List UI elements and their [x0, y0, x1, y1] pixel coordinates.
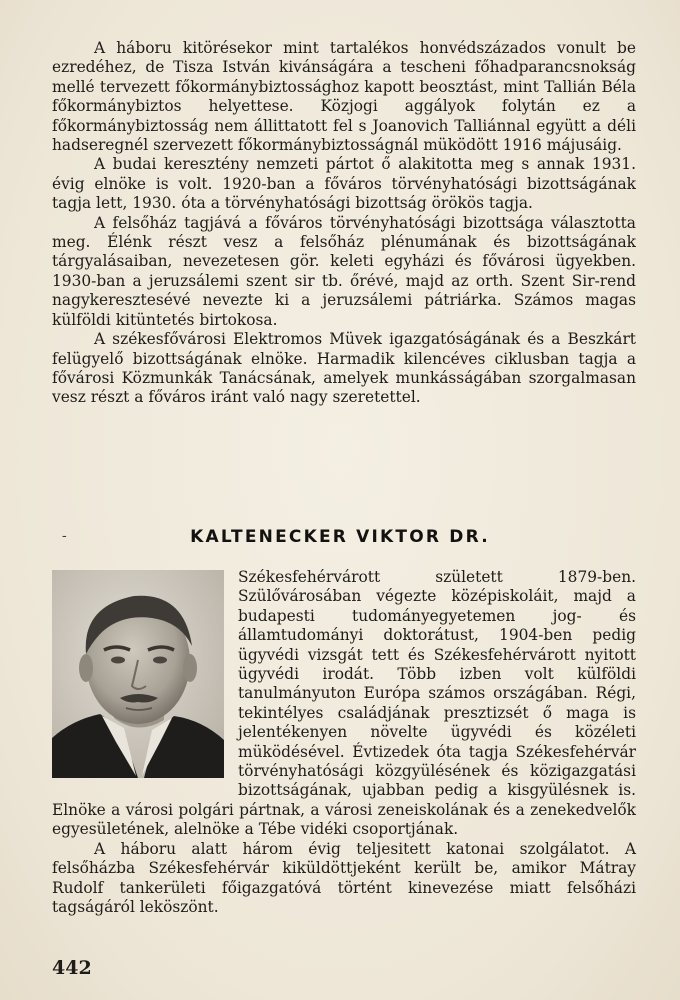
- heading-dash: -: [62, 528, 67, 544]
- paragraph: A háboru kitörésekor mint tartalékos honvédszázados vonult be ezredéhez, de Tisza István kivánságára a tescheni főhadparancsnokság mellé tervezett főkormánybiztossághoz kapott beosztást, mint Tallián Béla főkormánybiztos helyettese. Közjogi aggályok folytán ez a főkormánybiztosság nem állittatott fel s Joanovich Talliánnal együtt a déli hadseregnél szervezett főkormánybiztosságnál müködött 1916 májusáig.: [52, 39, 636, 155]
- upper-text-block: [52, 39, 636, 408]
- page-number: 442: [52, 957, 92, 979]
- bio-text-block: [52, 568, 636, 917]
- section-heading: KALTENECKER VIKTOR DR.: [190, 527, 490, 547]
- paragraph: A felsőház tagjává a főváros törvényhatósági bizottsága választotta meg. Élénk részt vesz a felsőház plénumának és bizottságának tárgyalásaiban, nevezetesen gör. keleti egyházi és fővárosi ügyekben. 1930-ban a jeruzsálemi szent sir tb. őrévé, majd az orth. Szent Sir-rend nagykeresztesévé nevezte ki a jeruzsálemi pátriárka. Számos magas külföldi kitüntetés birtokosa.: [52, 213, 636, 329]
- paragraph: A székesfővárosi Elektromos Müvek igazgatóságának és a Beszkárt felügyelő bizottságának elnöke. Harmadik kilencéves ciklusban tagja a fővárosi Közmunkák Tanácsának, amelyek munkásságában szorgalmasan vesz részt a főváros iránt való nagy szeretettel.: [52, 330, 636, 407]
- portrait-spacer: [52, 568, 238, 782]
- paragraph: A budai keresztény nemzeti pártot ő alakitotta meg s annak 1931. évig elnöke is volt. 1920-ban a főváros törvényhatósági bizottságának tagja lett, 1930. óta a törvényhatósági bizottság örökös tagja.: [52, 155, 636, 213]
- paragraph: A háboru alatt három évig teljesitett katonai szolgálatot. A felsőházba Székesfehérvár kiküldöttjeként került be, amikor Mátray Rudolf tankerületi főigazgatóvá történt kinevezése miatt felsőházi tagságáról leköszönt.: [52, 839, 636, 916]
- paragraph: Székesfehérvárott született 1879-ben. Szülővárosában végezte középiskoláit, majd a budapesti tudományegyetemen jog- és államtudományi doktorátust, 1904-ben pedig ügyvédi vizsgát tett és Székesfehérvárott nyitott ügyvédi irodát. Több izben volt külföldi tanulmányuton Európa számos országában. Régi, tekintélyes családjának presztizsét ő maga is jelentékenyen növelte ügyvédi és közéleti müködésével. Évtizedek óta tagja Székesfehérvár törvényhatósági közgyülésének és közigazgatási bizottságának, ujabban pedig a kisgyülésnek is. Elnöke a városi polgári pártnak, a városi zeneiskolának és a zenekedvelők egyesületének, alelnöke a Tébe vidéki csoportjának.: [52, 568, 636, 839]
